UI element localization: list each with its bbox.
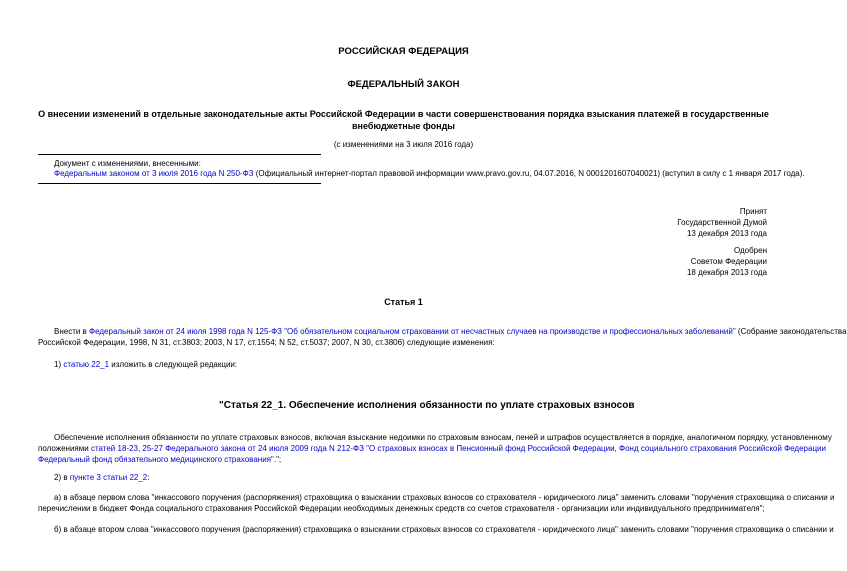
quoted-article-body [38, 432, 832, 465]
subpoint-a-line1: а) в абзаце первом слова "инкассового поручения (распоряжения) страховщика о взыскании страховых взносов со страхователя - юридического лица" заменить словами "поручения страховщика о списании и [54, 493, 835, 502]
body-line3 [38, 454, 773, 465]
duma-adopted-label: Принят [739, 207, 767, 216]
law-title-line2: внебюджетные фонды [352, 121, 455, 131]
point-1-text: изложить в следующей редакции: [109, 360, 238, 369]
subpoint-b-line1: б) в абзаце втором слова "инкассового поручения (распоряжения) страховщика о взыскании страховых взносов со страхователя - юридического лица" заменить словами "поручения страховщика о списании и [54, 525, 834, 534]
divider-top [38, 154, 321, 155]
body-line2-text: положениями [38, 444, 91, 453]
subpoint-a [38, 492, 835, 514]
law-212fz-link-cont[interactable]: Федеральный фонд обязательного медицинского страхования" [38, 455, 274, 464]
intro-text-b: (Собрание законодательства [735, 327, 847, 336]
council-approval [687, 245, 767, 278]
body-line3-text: ."; [273, 455, 282, 464]
edition-note: (с изменениями на 3 июля 2016 года) [333, 140, 474, 149]
article-intro-line1 [38, 326, 847, 337]
council-approved-label: Одобрен [733, 246, 767, 255]
point-1 [54, 359, 237, 370]
article-heading: Статья 1 [384, 297, 423, 307]
amendments-line [54, 168, 805, 179]
amendment-law-link[interactable]: Федеральным законом от 3 июля 2016 года N 250-ФЗ [54, 169, 254, 178]
quoted-article-heading: "Статья 22_1. Обеспечение исполнения обязанности по уплате страховых взносов [219, 400, 635, 411]
article-intro-line2: Российской Федерации, 1998, N 31, ст.3803; 2003, N 17, ст.1554; N 52, ст.5037; 2007, N 30, ст.3806) следующие изменения: [38, 338, 495, 347]
council-name: Советом Федерации [690, 257, 767, 266]
law-title-line1: О внесении изменений в отдельные законодательные акты Российской Федерации в части совершенствования порядка взыскания платежей в государственные [38, 109, 769, 119]
body-line2 [38, 443, 826, 454]
duma-adoption [677, 206, 767, 239]
duma-date: 13 декабря 2013 года [686, 229, 767, 238]
article-intro [38, 326, 847, 348]
point-2 [54, 472, 149, 483]
article-22-2-link[interactable]: пункте 3 статьи 22_2 [69, 473, 148, 482]
country-heading: РОССИЙСКАЯ ФЕДЕРАЦИЯ [338, 46, 469, 57]
point-1-number: 1) [54, 360, 64, 369]
law-212fz-link[interactable]: статей 18-23, 25-27 Федерального закона от 24 июля 2009 года N 212-ФЗ "О страховых взносах в Пенсионный фонд Российской Федерации, Фонд социального страхования Российской Федерации [90, 444, 826, 453]
article-22-1-link[interactable]: статью 22_1 [63, 360, 110, 369]
council-date: 18 декабря 2013 года [686, 268, 767, 277]
amendments-label: Документ с изменениями, внесенными: [54, 159, 201, 168]
subpoint-a-line2: перечислении в бюджет Фонда социального страхования Российской Федерации необходимых денежных средств со счетов страхователя - организации или индивидуального предпринимателя"; [38, 504, 765, 513]
duma-name: Государственной Думой [677, 218, 767, 227]
body-line1: Обеспечение исполнения обязанности по уплате страховых взносов, включая взыскание недоимки по страховым взносам, пеней и штрафов осуществляется в порядке, аналогичном порядку, установленному [54, 433, 832, 442]
point-2-text-a: 2) в [54, 473, 70, 482]
law-title [0, 108, 807, 132]
amendments-details: (Официальный интернет-портал правовой информации www.pravo.gov.ru, 04.07.2016, N 0001201607040021) (вступил в силу с 1 января 2017 года). [253, 169, 805, 178]
subpoint-b [38, 524, 834, 535]
law-125fz-link[interactable]: Федеральный закон от 24 июля 1998 года N 125-ФЗ "Об обязательном социальном страховании от несчастных случаев на производстве и профессиональных заболеваний" [89, 327, 736, 336]
intro-text-a: Внести в [54, 327, 90, 336]
point-2-text-b: : [147, 473, 150, 482]
divider-bottom [38, 183, 321, 184]
doc-type-heading: ФЕДЕРАЛЬНЫЙ ЗАКОН [347, 79, 460, 90]
